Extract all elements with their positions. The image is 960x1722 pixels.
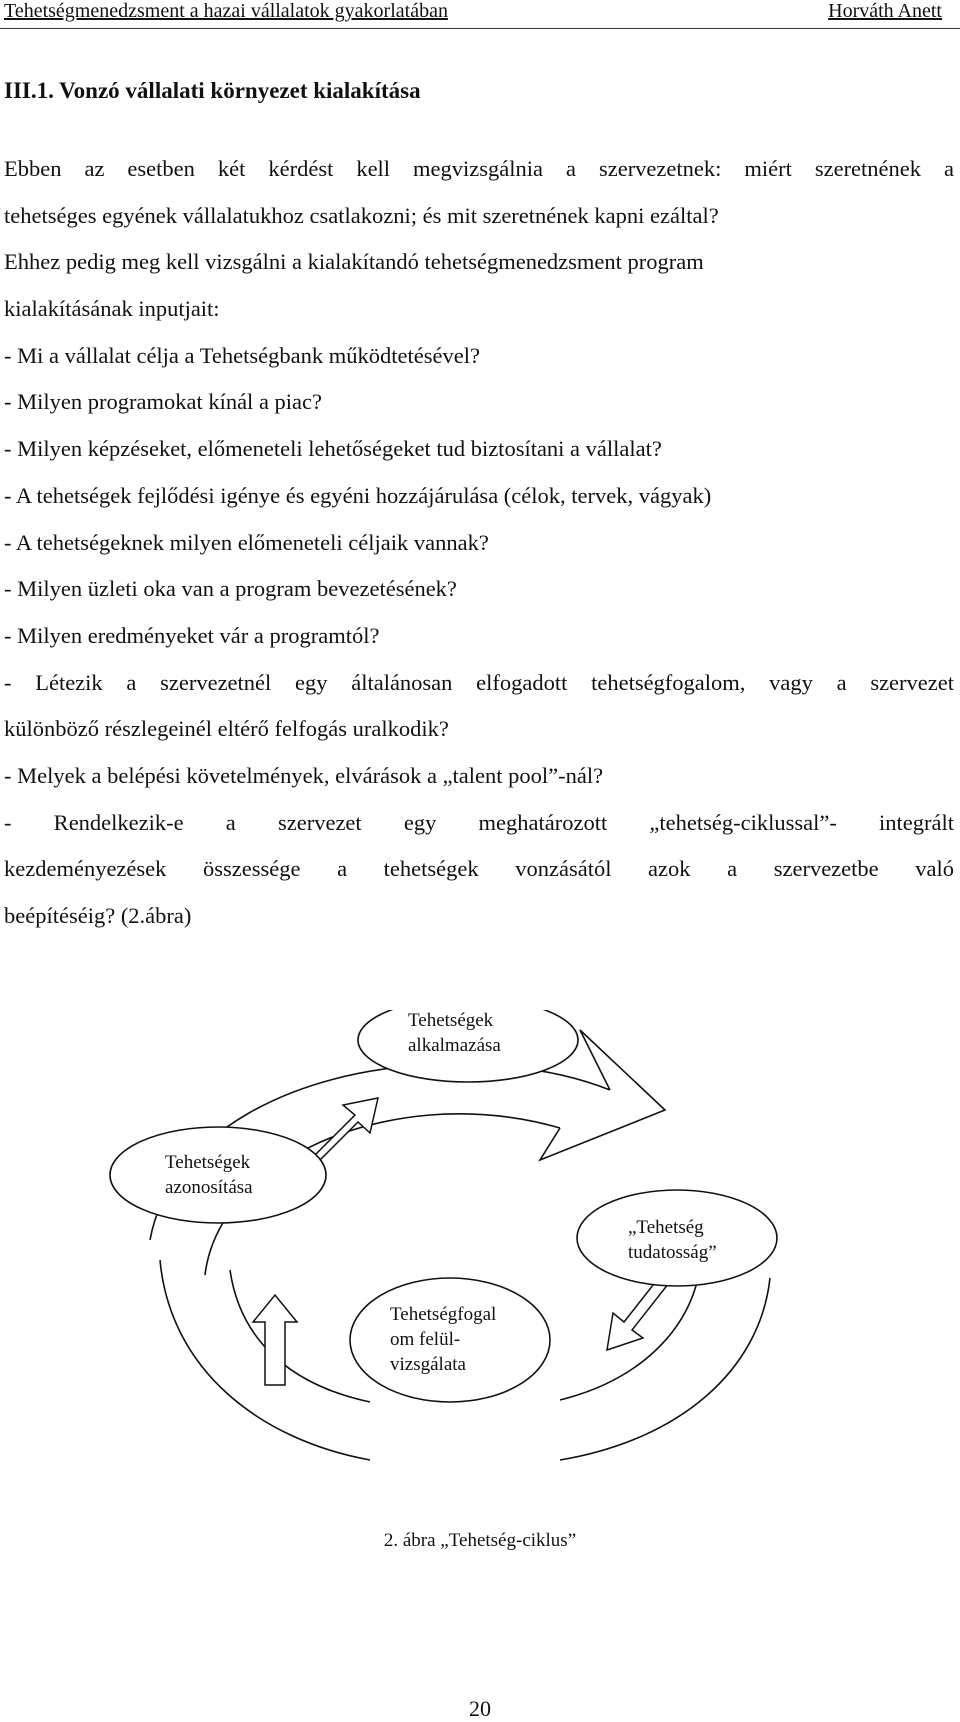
paragraph-line: kialakításának inputjait:	[4, 296, 220, 322]
cycle-band-right-outer	[560, 1278, 770, 1460]
question-item: - Rendelkezik-e a szervezet egy meghatározott „tehetség-ciklussal”- integrált	[4, 809, 954, 835]
question-item: - Milyen képzéseket, előmeneteli lehetőségeket tud biztosítani a vállalat?	[4, 436, 662, 462]
node-label-line: alkalmazása	[408, 1035, 501, 1056]
node-label-line: tudatosság”	[628, 1242, 717, 1263]
header-document-title: Tehetségmenedzsment a hazai vállalatok gyakorlatában	[4, 0, 448, 22]
running-header	[0, 0, 960, 30]
paragraph-line: Ehhez pedig meg kell vizsgálni a kialakítandó tehetségmenedzsment program	[4, 249, 704, 275]
page-number: 20	[469, 1696, 491, 1721]
talent-cycle-diagram	[0, 1010, 960, 1570]
header-author: Horváth Anett	[828, 0, 942, 22]
question-item-continuation: különböző részlegeinél eltérő felfogás uralkodik?	[4, 716, 449, 742]
question-item: - A tehetségeknek milyen előmeneteli céljaik vannak?	[4, 529, 489, 555]
figure-caption: 2. ábra „Tehetség-ciklus”	[383, 1530, 577, 1551]
node-alkalmazasa-label	[408, 1008, 501, 1058]
question-item: - Létezik a szervezetnél egy általánosan elfogadott tehetségfogalom, vagy a szervezet	[4, 669, 954, 695]
node-label-line: om felül-	[390, 1329, 461, 1350]
paragraph-line: Ebben az esetben két kérdést kell megvizsgálnia a szervezetnek: miért szeretnének a	[4, 156, 954, 181]
node-azonositasa-label	[165, 1150, 253, 1200]
node-felulvizsgalata-label	[390, 1302, 496, 1377]
header-rule	[0, 28, 960, 29]
question-item-continuation: beépítéséig? (2.ábra)	[4, 903, 192, 928]
question-item: - Melyek a belépési követelmények, elvárások a „talent pool”-nál?	[4, 762, 604, 788]
node-label-line: Tehetségek	[408, 1010, 494, 1031]
node-label-line: „Tehetség	[628, 1217, 704, 1238]
node-label-line: Tehetségek	[165, 1152, 251, 1173]
node-label-line: azonosítása	[165, 1177, 253, 1198]
question-item: - Milyen programokat kínál a piac?	[4, 389, 323, 415]
node-tudatossag-label	[628, 1215, 717, 1265]
node-label-line: Tehetségfogal	[390, 1304, 497, 1325]
question-item-continuation: kezdeményezések összessége a tehetségek vonzásától azok a szervezetbe való	[4, 856, 954, 882]
cycle-arrows-graphic	[0, 1010, 960, 1530]
question-item: - Milyen eredményeket vár a programtól?	[4, 622, 380, 648]
node-label-line: vizsgálata	[390, 1354, 466, 1375]
question-item: - Milyen üzleti oka van a program bevezetésének?	[4, 576, 457, 602]
paragraph-line: tehetséges egyének vállalatukhoz csatlakozni; és mit szeretnének kapni ezáltal?	[4, 202, 719, 228]
section-title: III.1. Vonzó vállalati környezet kialakítása	[4, 78, 421, 103]
question-item: - Mi a vállalat célja a Tehetségbank működtetésével?	[4, 342, 480, 368]
question-item: - A tehetségek fejlődési igénye és egyéni hozzájárulása (célok, tervek, vágyak)	[4, 482, 712, 508]
body-text	[4, 146, 954, 940]
cycle-band-left-inner	[230, 1270, 370, 1402]
